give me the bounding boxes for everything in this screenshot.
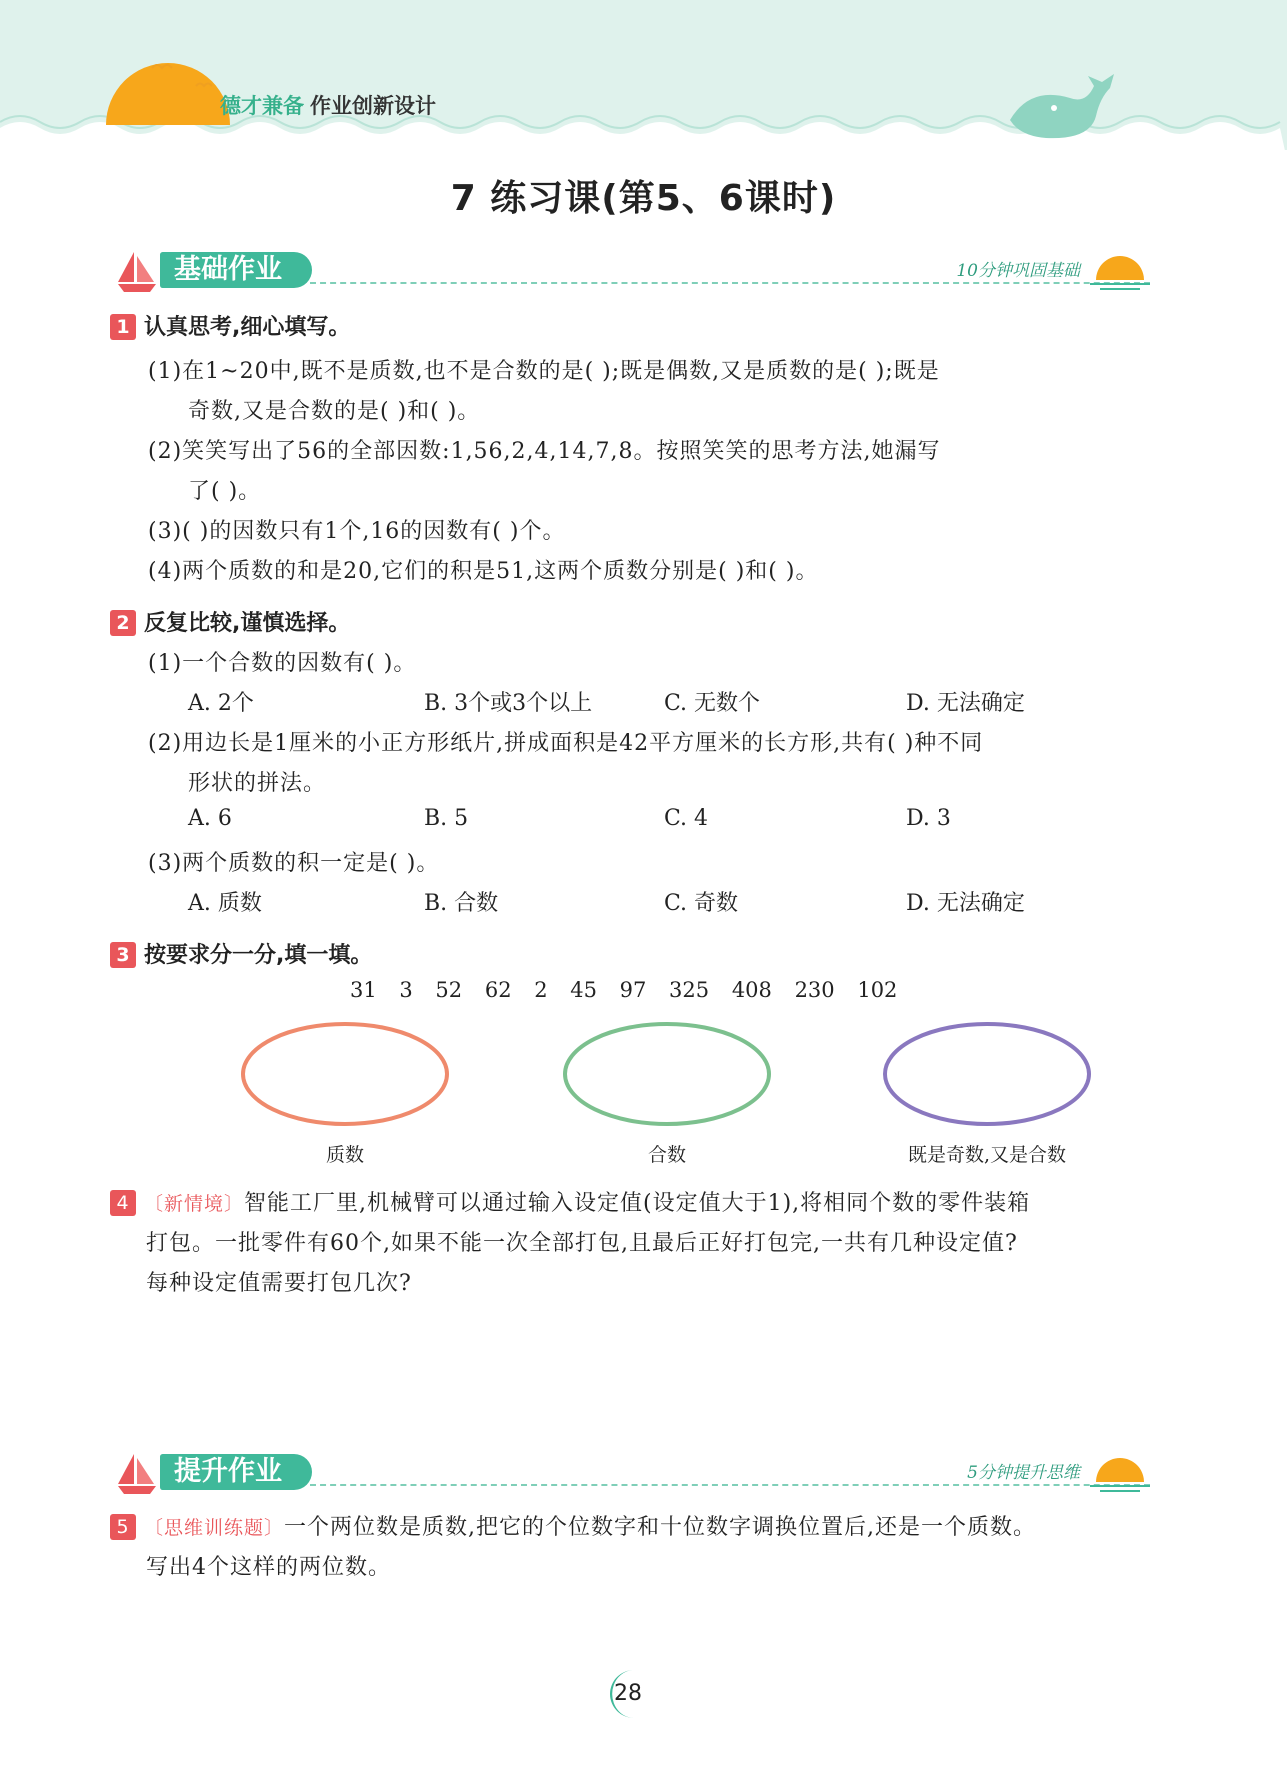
- section-advanced-label: 提升作业: [160, 1454, 312, 1490]
- option-a: A. 2个: [188, 691, 254, 716]
- q5-paragraph: [110, 1508, 1160, 1588]
- sunset-icon: [1090, 1454, 1150, 1494]
- q3-heading: [110, 938, 372, 969]
- odd-composite-label: 既是奇数,又是合数: [907, 1144, 1067, 1166]
- sun-icon: [106, 63, 230, 125]
- q1-line-1: (1)在1~20中,既不是质数,也不是合数的是( );既是偶数,又是质数的是( );既是: [148, 359, 940, 384]
- composite-label: 合数: [647, 1144, 686, 1166]
- option-a: A. 质数: [188, 891, 262, 916]
- q3-number: 3: [110, 942, 136, 968]
- q4-paragraph: [110, 1184, 1160, 1304]
- q4-text-3: 每种设定值需要打包几次?: [146, 1271, 412, 1296]
- sailboat-icon: [110, 1450, 162, 1496]
- option-b: B. 5: [424, 806, 469, 831]
- section-divider: [310, 1484, 1150, 1486]
- option-d: D. 无法确定: [906, 691, 1025, 716]
- q1-line-4: (4)两个质数的和是20,它们的积是51,这两个质数分别是( )和( )。: [148, 559, 819, 584]
- option-d: D. 3: [906, 806, 951, 831]
- option-b: B. 3个或3个以上: [424, 691, 593, 716]
- q1-line-2b: 了( )。: [188, 479, 262, 504]
- option-b: B. 合数: [424, 891, 499, 916]
- brand-dark: 作业创新设计: [310, 94, 436, 118]
- brand-green: 德才兼备: [220, 94, 304, 118]
- q2-heading: [110, 606, 350, 637]
- q2-number: 2: [110, 610, 136, 636]
- q1-heading: [110, 310, 350, 341]
- q5-number: 5: [110, 1514, 136, 1540]
- q2-sub-3: (3)两个质数的积一定是( )。: [148, 851, 440, 876]
- q5-text-1: 一个两位数是质数,把它的个位数字和十位数字调换位置后,还是一个质数。: [284, 1515, 1037, 1540]
- brand-title: [220, 90, 436, 120]
- q5-text-2: 写出4个这样的两位数。: [146, 1555, 391, 1580]
- option-c: C. 奇数: [664, 891, 739, 916]
- option-a: A. 6: [188, 806, 232, 831]
- prime-oval: [243, 1024, 447, 1124]
- section-basic-label: 基础作业: [160, 252, 312, 288]
- q2-sub-1: (1)一个合数的因数有( )。: [148, 651, 417, 676]
- q2-sub-2b: 形状的拼法。: [188, 771, 327, 796]
- prime-label: 质数: [325, 1144, 364, 1166]
- q1-line-2: (2)笑笑写出了56的全部因数:1,56,2,4,14,7,8。按照笑笑的思考方法,她漏写: [148, 439, 941, 464]
- section-advanced-header: [110, 1450, 1150, 1496]
- section-divider: [310, 282, 1150, 284]
- q4-text-1: 智能工厂里,机械臂可以通过输入设定值(设定值大于1),将相同个数的零件装箱: [244, 1191, 1031, 1216]
- option-c: C. 无数个: [664, 691, 761, 716]
- header-decoration: [0, 0, 1287, 160]
- q2-head-text: 反复比较,谨慎选择。: [144, 611, 351, 636]
- odd-composite-oval: [885, 1024, 1089, 1124]
- q1-line-1b: 奇数,又是合数的是( )和( )。: [188, 399, 481, 424]
- q4-tag: 〔新情境〕: [144, 1193, 245, 1215]
- q4-number: 4: [110, 1190, 136, 1216]
- number-list: 31 3 52 62 2 45 97 325 408 230 102: [350, 978, 898, 1002]
- classification-ovals: [200, 1010, 1100, 1140]
- q1-line-3: (3)( )的因数只有1个,16的因数有( )个。: [148, 519, 566, 544]
- section-basic-tip: 10分钟巩固基础: [956, 261, 1080, 281]
- q2-sub-2: (2)用边长是1厘米的小正方形纸片,拼成面积是42平方厘米的长方形,共有( )种不同: [148, 731, 984, 756]
- section-advanced-tip: 5分钟提升思维: [967, 1463, 1080, 1483]
- composite-oval: [565, 1024, 769, 1124]
- option-c: C. 4: [664, 806, 709, 831]
- q1-head-text: 认真思考,细心填写。: [144, 315, 351, 340]
- option-d: D. 无法确定: [906, 891, 1025, 916]
- q3-head-text: 按要求分一分,填一填。: [144, 943, 373, 968]
- sailboat-icon: [110, 248, 162, 294]
- section-basic-header: [110, 248, 1150, 294]
- page-number: 28: [614, 1681, 642, 1706]
- q4-text-2: 打包。一批零件有60个,如果不能一次全部打包,且最后正好打包完,一共有几种设定值?: [146, 1231, 1018, 1256]
- q5-tag: 〔思维训练题〕: [144, 1517, 285, 1539]
- sunset-icon: [1090, 252, 1150, 292]
- q1-number: 1: [110, 314, 136, 340]
- page-title: 7 练习课(第5、6课时): [450, 178, 837, 219]
